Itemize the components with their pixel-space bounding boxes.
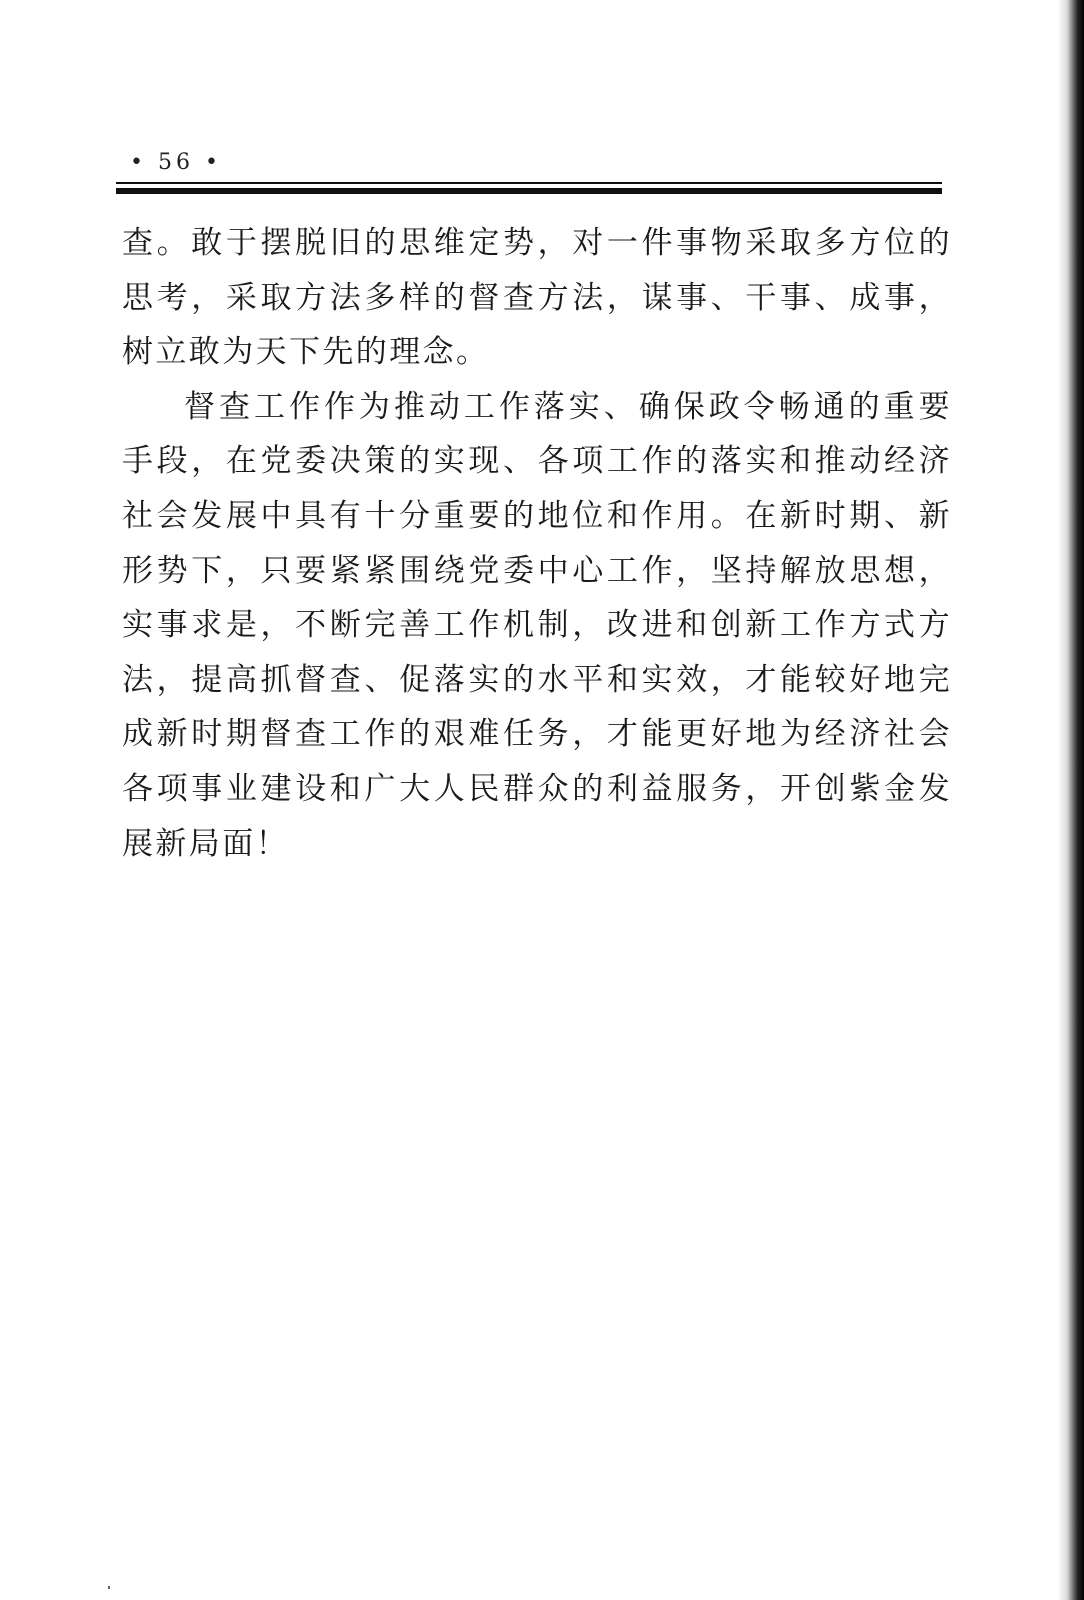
paragraph-1: 查。敢于摆脱旧的思维定势，对一件事物采取多方位的思考，采取方法多样的督查方法，谋事、干事、成事，树立敢为天下先的理念。 (122, 225, 952, 371)
paragraph-2: 督查工作作为推动工作落实、确保政令畅通的重要手段，在党委决策的实现、各项工作的落实和推动经济社会发展中具有十分重要的地位和作用。在新时期、新形势下，只要紧紧围绕党委中心工作，坚持解放思想，实事求是，不断完善工作机制，改进和创新工作方式方法，提高抓督查、促落实的水平和实效，才能较好地完成新时期督查工作的艰难任务，才能更好地为经济社会各项事业建设和广大人民群众的利益服务，开创紫金发展新局面！ (122, 388, 952, 862)
page-edge-shadow (1058, 0, 1084, 1600)
header-rule-thin (116, 182, 942, 184)
page-number: • 56 • (130, 150, 222, 175)
body-text (122, 216, 952, 871)
scan-speck (108, 1586, 110, 1589)
header-rule-thick (116, 188, 942, 194)
